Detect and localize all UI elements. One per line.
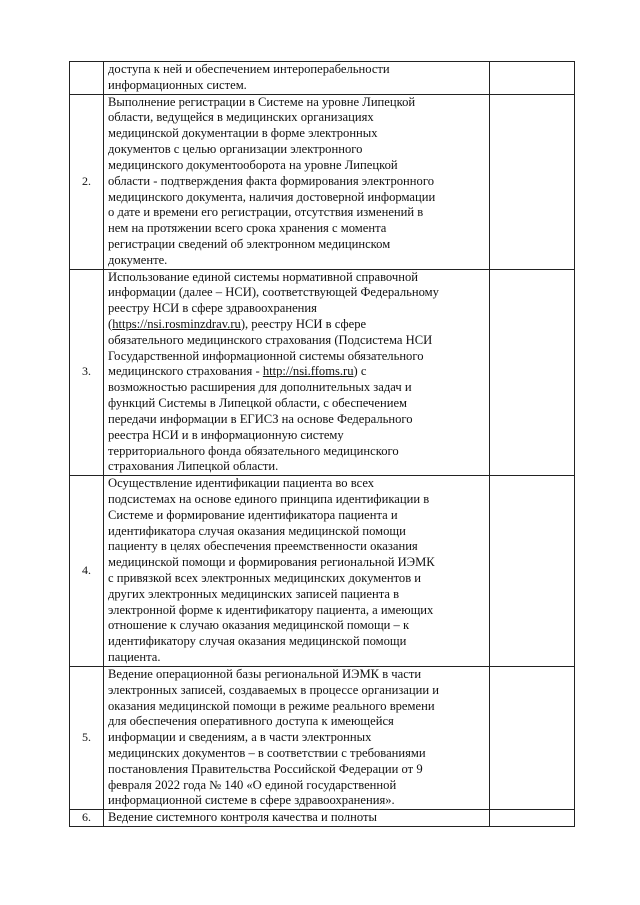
table-row bbox=[70, 62, 575, 95]
empty-cell bbox=[490, 476, 575, 667]
text-line: электронных записей, создаваемых в процессе организации и bbox=[108, 682, 439, 697]
text-line: Государственной информационной системы обязательного bbox=[108, 348, 424, 363]
text-line: реестра НСИ и в информационную систему bbox=[108, 427, 344, 442]
text-line: Выполнение регистрации в Системе на уровне Липецкой bbox=[108, 94, 416, 109]
table-row bbox=[70, 666, 575, 809]
row-text bbox=[104, 269, 490, 476]
text-line-with-link: медицинского страхования - http://nsi.ffoms.ru) с bbox=[108, 364, 367, 379]
text-line: медицинского документооборота на уровне Липецкой bbox=[108, 157, 398, 172]
text-line: о дате и времени его регистрации, отсутствия изменений в bbox=[108, 205, 424, 220]
nsi-rosminzdrav-link[interactable]: https://nsi.rosminzdrav.ru bbox=[112, 317, 241, 331]
text-line: области - подтверждения факта формирования электронного bbox=[108, 173, 434, 188]
text-line: медицинской документации в форме электронных bbox=[108, 126, 378, 141]
text-line: февраля 2022 года № 140 «О единой государственной bbox=[108, 777, 397, 792]
text-line: информационных систем. bbox=[108, 77, 247, 92]
text-line: идентификатора случая оказания медицинской помощи bbox=[108, 523, 406, 538]
text-line: Осуществление идентификации пациента во всех bbox=[108, 476, 375, 491]
text-line: Системе и формирование идентификатора пациента и bbox=[108, 507, 398, 522]
text-line: доступа к ней и обеспечением интероперабельности bbox=[108, 62, 390, 76]
row-text bbox=[104, 62, 490, 95]
row-text bbox=[104, 94, 490, 269]
text-line: документов с целью организации электронного bbox=[108, 142, 363, 157]
empty-cell bbox=[490, 269, 575, 476]
row-number bbox=[70, 62, 104, 95]
row-number: 2. bbox=[70, 94, 104, 269]
row-text bbox=[104, 810, 490, 827]
text-line: пациента. bbox=[108, 650, 161, 665]
table-row bbox=[70, 269, 575, 476]
row-number: 4. bbox=[70, 476, 104, 667]
text-line: отношение к случаю оказания медицинской помощи – к bbox=[108, 618, 410, 633]
row-number: 6. bbox=[70, 810, 104, 827]
text-line: с привязкой всех электронных медицинских документов и bbox=[108, 571, 422, 585]
text-line: информации (далее – НСИ), соответствующей Федеральному bbox=[108, 285, 439, 300]
text-line: медицинских документов – в соответствии с требованиями bbox=[108, 745, 426, 760]
text-line: идентификатору случая оказания медицинской помощи bbox=[108, 634, 407, 649]
requirements-table bbox=[69, 61, 575, 827]
text-line: страхования Липецкой области. bbox=[108, 459, 279, 474]
empty-cell bbox=[490, 94, 575, 269]
table-row bbox=[70, 810, 575, 827]
text-line-with-link: (https://nsi.rosminzdrav.ru), реестру НСИ в сфере bbox=[108, 317, 367, 331]
text-line: области, ведущейся в медицинских организациях bbox=[108, 110, 374, 125]
row-text bbox=[104, 476, 490, 667]
empty-cell bbox=[490, 810, 575, 827]
row-number: 5. bbox=[70, 666, 104, 809]
text-line: оказания медицинской помощи в режиме реального времени bbox=[108, 698, 435, 713]
text-line: других электронных медицинских записей пациента в bbox=[108, 586, 400, 601]
text-line: Использование единой системы нормативной справочной bbox=[108, 269, 419, 284]
table-row bbox=[70, 94, 575, 269]
empty-cell bbox=[490, 62, 575, 95]
row-text bbox=[104, 666, 490, 809]
text-line: информации и сведениям, а в части электронных bbox=[108, 730, 372, 745]
text-line: передачи информации в ЕГИСЗ на основе Федерального bbox=[108, 411, 413, 426]
text-line: территориального фонда обязательного медицинского bbox=[108, 443, 399, 458]
text-line: обязательного медицинского страхования (Подсистема НСИ bbox=[108, 332, 433, 347]
text-line: для обеспечения оперативного доступа к имеющейся bbox=[108, 714, 394, 729]
nsi-ffoms-link[interactable]: http://nsi.ffoms.ru bbox=[262, 364, 354, 379]
text-line: нем на протяжении всего срока хранения с момента bbox=[108, 221, 387, 236]
table-row bbox=[70, 476, 575, 667]
text-line: возможностью расширения для дополнительных задач и bbox=[108, 380, 412, 395]
text-line: регистрации сведений об электронном медицинском bbox=[108, 236, 391, 251]
empty-cell bbox=[490, 666, 575, 809]
text-line: функций Системы в Липецкой области, с обеспечением bbox=[108, 396, 408, 411]
row-number: 3. bbox=[70, 269, 104, 476]
text-line: медицинского документа, наличия достоверной информации bbox=[108, 189, 436, 204]
text-line: информационной системе в сфере здравоохранения». bbox=[108, 793, 395, 808]
text-line: пациенту в целях обеспечения преемственности оказания bbox=[108, 539, 418, 554]
text-line: Ведение операционной базы региональной ИЭМК в части bbox=[108, 666, 422, 681]
text-line: медицинской помощи и формирования региональной ИЭМК bbox=[108, 555, 435, 570]
text-line: подсистемах на основе единого принципа идентификации в bbox=[108, 491, 430, 506]
text-line: электронной форме к идентификатору пациента, а имеющих bbox=[108, 602, 434, 617]
text-line: документе. bbox=[108, 252, 168, 267]
text-line: постановления Правительства Российской Федерации от 9 bbox=[108, 761, 423, 776]
text-line: реестру НСИ в сфере здравоохранения bbox=[108, 301, 317, 316]
text-line: Ведение системного контроля качества и полноты bbox=[108, 810, 377, 825]
